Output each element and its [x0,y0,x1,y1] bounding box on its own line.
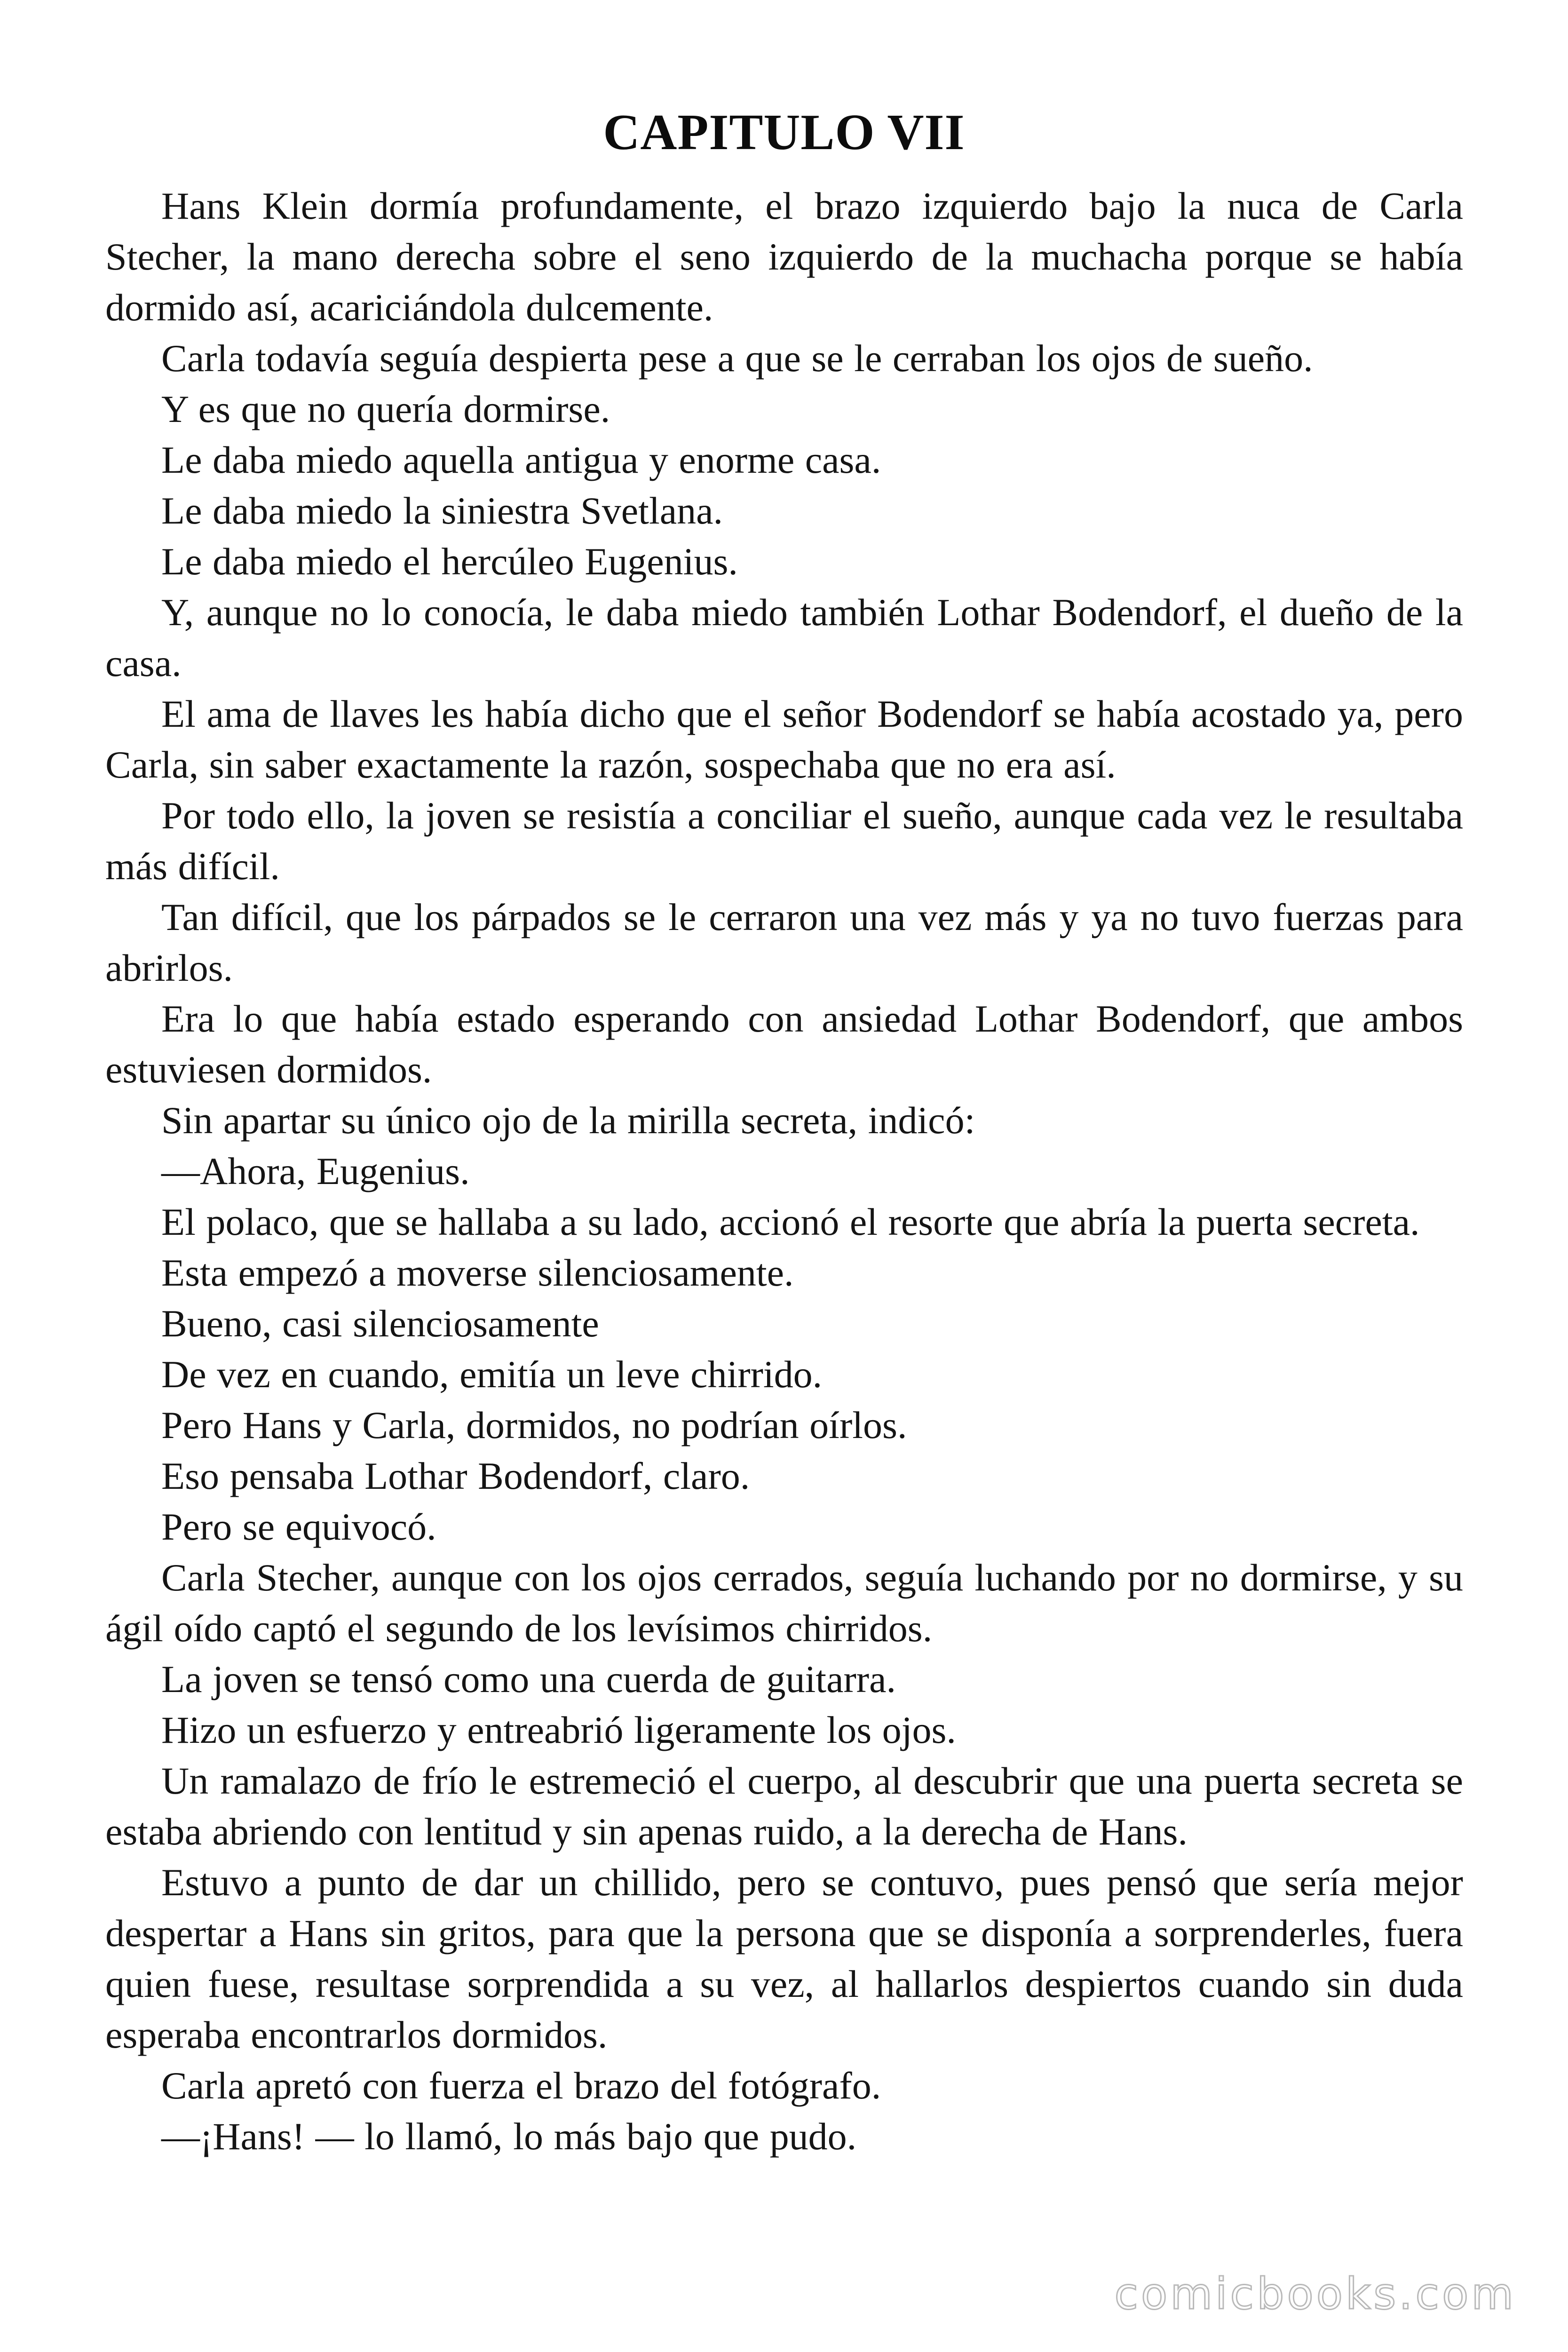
paragraph: Pero se equivocó. [161,1505,436,1548]
paragraph: Por todo ello, la joven se resistía a conciliar el sueño, aunque cada vez le resultaba más difícil. [105,794,1463,888]
paragraph: Pero Hans y Carla, dormidos, no podrían oírlos. [161,1404,907,1446]
paragraph: Era lo que había estado esperando con ansiedad Lothar Bodendorf, que ambos estuviesen dormidos. [105,997,1463,1091]
paragraph: —¡Hans! — lo llamó, lo más bajo que pudo. [161,2115,857,2158]
paragraph: Sin apartar su único ojo de la mirilla secreta, indicó: [161,1099,975,1142]
paragraph: Y, aunque no lo conocía, le daba miedo también Lothar Bodendorf, el dueño de la casa. [105,591,1463,684]
paragraph: Le daba miedo la siniestra Svetlana. [161,489,723,532]
paragraph: —Ahora, Eugenius. [161,1150,470,1192]
paragraph: De vez en cuando, emitía un leve chirrido. [161,1353,823,1396]
paragraph: El polaco, que se hallaba a su lado, accionó el resorte que abría la puerta secreta. [161,1200,1420,1243]
paragraph: Eso pensaba Lothar Bodendorf, claro. [161,1454,750,1497]
paragraph: El ama de llaves les había dicho que el señor Bodendorf se había acostado ya, pero Carla, sin saber exactamente la razón, sospechaba que no era así. [105,692,1463,786]
paragraph: La joven se tensó como una cuerda de guitarra. [161,1658,896,1700]
paragraph: Hizo un esfuerzo y entreabrió ligeramente los ojos. [161,1708,956,1751]
paragraph: Y es que no quería dormirse. [161,388,610,430]
chapter-title: CAPITULO VII [603,104,965,161]
site-watermark: comicbooks.com [1114,2269,1516,2319]
paragraph: Carla todavía seguía despierta pese a que se le cerraban los ojos de sueño. [161,337,1313,380]
chapter-body [105,181,1463,2162]
paragraph: Carla apretó con fuerza el brazo del fotógrafo. [161,2064,881,2107]
paragraph: Tan difícil, que los párpados se le cerraron una vez más y ya no tuvo fuerzas para abrirlos. [105,896,1463,989]
paragraph: Esta empezó a moverse silenciosamente. [161,1251,794,1294]
paragraph: Un ramalazo de frío le estremeció el cuerpo, al descubrir que una puerta secreta se estaba abriendo con lentitud y sin apenas ruido, a la derecha de Hans. [105,1759,1463,1853]
paragraph: Estuvo a punto de dar un chillido, pero se contuvo, pues pensó que sería mejor despertar a Hans sin gritos, para que la persona que se disponía a sorprenderles, fuera quien fuese, resultase sorprendida a su vez, al hallarlos despiertos cuando sin duda esperaba encontrarlos dormidos. [105,1861,1463,2056]
paragraph: Carla Stecher, aunque con los ojos cerrados, seguía luchando por no dormirse, y su ágil oído captó el segundo de los levísimos chirridos. [105,1556,1463,1650]
paragraph: Hans Klein dormía profundamente, el brazo izquierdo bajo la nuca de Carla Stecher, la mano derecha sobre el seno izquierdo de la muchacha porque se había dormido así, acariciándola dulcemente. [105,184,1463,329]
paragraph: Bueno, casi silenciosamente [161,1302,599,1345]
paragraph: Le daba miedo aquella antigua y enorme casa. [161,438,881,481]
paragraph: Le daba miedo el hercúleo Eugenius. [161,540,738,583]
